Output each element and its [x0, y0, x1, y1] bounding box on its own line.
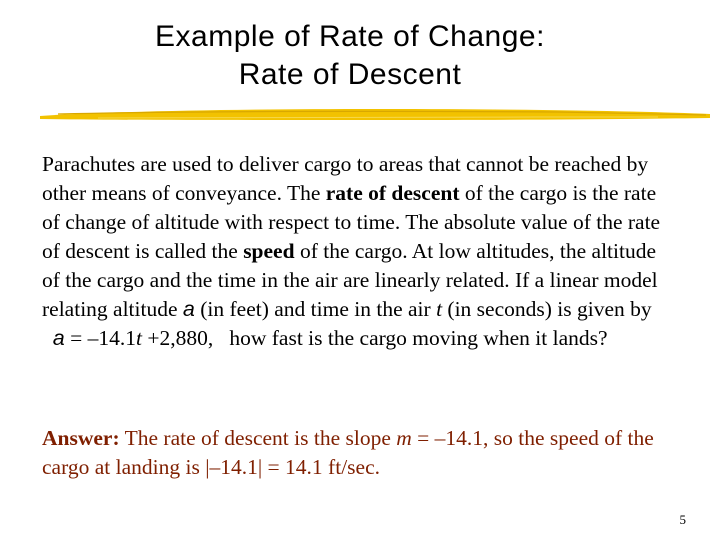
variable-a: a — [182, 297, 195, 321]
term-rate-of-descent: rate of descent — [325, 181, 460, 205]
equation-text: +2,880, — [141, 326, 214, 350]
problem-question: how fast is the cargo moving when it lands? — [229, 326, 608, 350]
problem-text: Parachutes are used to deliver cargo to areas that cannot be reached by other means of conveyance. The — [42, 152, 649, 205]
slide-title — [0, 18, 700, 94]
problem-text: of the cargo is the rate of change of altitude with respect to time. The absolute value of the rate of descent is called the — [42, 181, 661, 263]
answer-paragraph — [42, 424, 672, 482]
answer-text: The rate of descent is the slope — [119, 426, 397, 450]
slide-title-line-1: Example of Rate of Change: — [155, 20, 545, 53]
problem-text: (in feet) and time in the air — [194, 297, 437, 321]
equation-text: = –14.1 — [64, 326, 136, 350]
variable-t: t — [436, 297, 443, 321]
equation-variable-t: t — [135, 326, 142, 350]
title-underline-decoration — [38, 102, 712, 126]
problem-text: (in seconds) is given by — [442, 297, 652, 321]
equation-variable-a: a — [52, 326, 65, 350]
term-speed: speed — [243, 239, 295, 263]
page-number: 5 — [679, 512, 686, 527]
answer-label: Answer: — [42, 426, 120, 450]
problem-text: of the cargo. At low altitudes, the altitude of the cargo and the time in the air are linearly related. If a linear model relating altitude — [42, 239, 658, 321]
problem-paragraph — [42, 150, 672, 353]
variable-m: m — [396, 426, 412, 450]
slide-title-line-2: Rate of Descent — [238, 58, 462, 91]
answer-text: = –14.1, so the speed of the cargo at landing is |–14.1| = 14.1 ft/sec. — [42, 426, 654, 479]
